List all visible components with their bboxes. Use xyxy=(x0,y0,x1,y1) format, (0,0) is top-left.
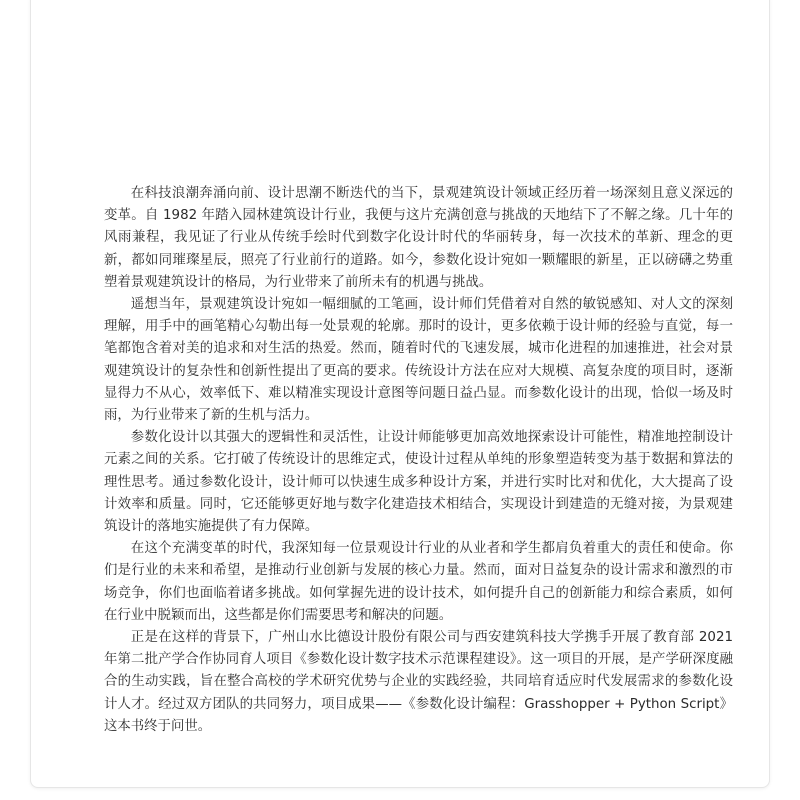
paragraph-3: 参数化设计以其强大的逻辑性和灵活性，让设计师能够更加高效地探索设计可能性，精准地控制设计元素之间的关系。它打破了传统设计的思维定式，使设计过程从单纯的形象塑造转变为基于数据和算法的理性思考。通过参数化设计，设计师可以快速生成多种设计方案，并进行实时比对和优化，大大提高了设计效率和质量。同时，它还能够更好地与数字化建造技术相结合，实现设计到建造的无缝对接，为景观建筑设计的落地实施提供了有力保障。 xyxy=(104,430,733,535)
paragraph-4: 在这个充满变革的时代，我深知每一位景观设计行业的从业者和学生都肩负着重大的责任和使命。你们是行业的未来和希望，是推动行业创新与发展的核心力量。然而，面对日益复杂的设计需求和激烈的市场竞争，你们也面临着诸多挑战。如何掌握先进的设计技术，如何提升自己的创新能力和综合素质，如何在行业中脱颖而出，这些都是你们需要思考和解决的问题。 xyxy=(104,541,733,623)
paragraph-5: 正是在这样的背景下，广州山水比德设计股份有限公司与西安建筑科技大学携手开展了教育部 2021 年第二批产学合作协同育人项目《参数化设计数字技术示范课程建设》。这一项目的开展，是产学研深度融合的生动实践，旨在整合高校的学术研究优势与企业的实践经验，共同培育适应时代发展需求的参数化设计人才。经过双方团队的共同努力，项目成果——《参数化设计编程：Grasshopper + Python Script》这本书终于问世。 xyxy=(104,630,733,734)
paragraph-2: 遥想当年，景观建筑设计宛如一幅细腻的工笔画，设计师们凭借着对自然的敏锐感知、对人文的深刻理解，用手中的画笔精心勾勒出每一处景观的轮廓。那时的设计，更多依赖于设计师的经验与直觉，每一笔都饱含着对美的追求和对生活的热爱。然而，随着时代的飞速发展，城市化进程的加速推进，社会对景观建筑设计的复杂性和创新性提出了更高的要求。传统设计方法在应对大规模、高复杂度的项目时，逐渐显得力不从心，效率低下、难以精准实现设计意图等问题日益凸显。而参数化设计的出现，恰似一场及时雨，为行业带来了新的生机与活力。 xyxy=(104,297,733,424)
document-body xyxy=(104,183,733,738)
paragraph-1: 在科技浪潮奔涌向前、设计思潮不断迭代的当下，景观建筑设计领域正经历着一场深刻且意义深远的变革。自 1982 年踏入园林建筑设计行业，我便与这片充满创意与挑战的天地结下了不解之缘。几十年的风雨兼程，我见证了行业从传统手绘时代到数字化设计时代的华丽转身，每一次技术的革新、理念的更新，都如同璀璨星辰，照亮了行业前行的道路。如今，参数化设计宛如一颗耀眼的新星，正以磅礴之势重塑着景观建筑设计的格局，为行业带来了前所未有的机遇与挑战。 xyxy=(104,186,733,290)
